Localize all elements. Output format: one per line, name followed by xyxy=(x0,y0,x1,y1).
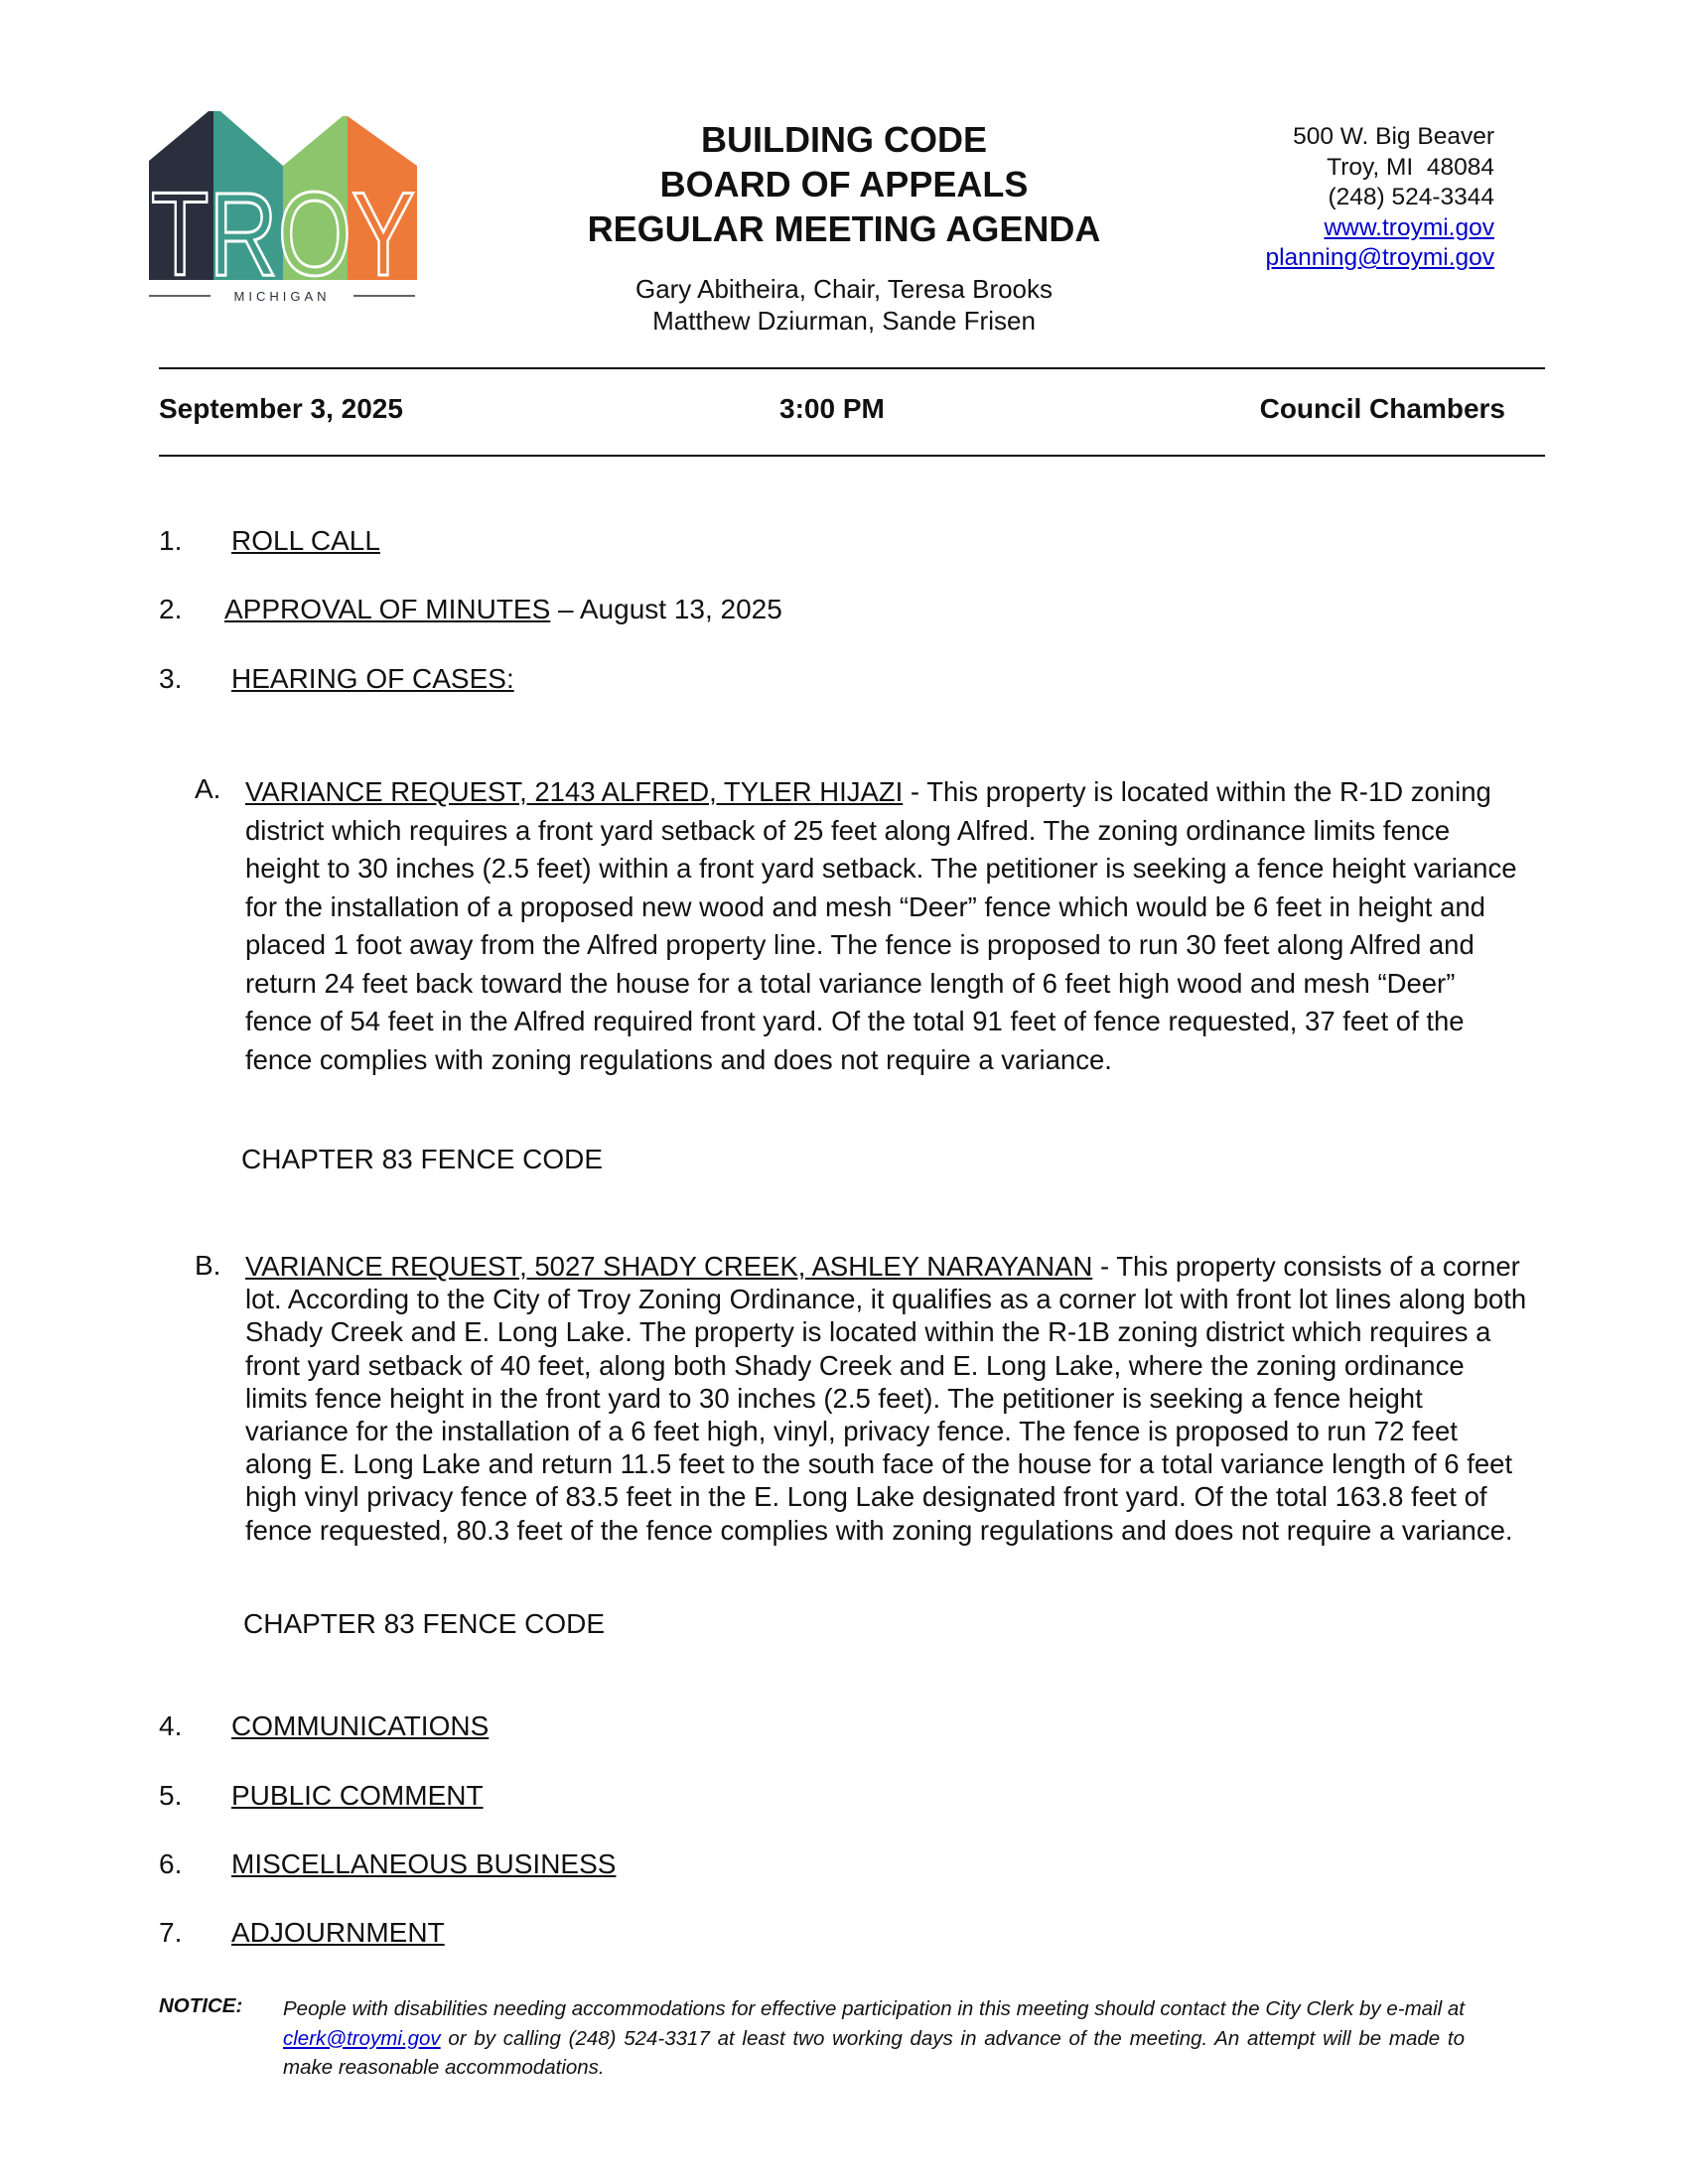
contact-address-block xyxy=(1265,122,1494,274)
case-b-code-reference: CHAPTER 83 FENCE CODE xyxy=(243,1608,606,1639)
agenda-item-communications xyxy=(231,1710,489,1742)
header-rule-bottom xyxy=(159,455,1545,457)
troy-michigan-logo xyxy=(149,111,417,306)
agenda-item-adjournment xyxy=(231,1917,445,1949)
agenda-item-number: 4. xyxy=(159,1710,183,1741)
agenda-item-public-comment xyxy=(231,1780,484,1812)
case-a-description xyxy=(245,773,1526,1079)
document-title-line-2: BOARD OF APPEALS xyxy=(659,164,1029,205)
board-members-line-1: Gary Abitheira, Chair, Teresa Brooks xyxy=(634,274,1054,304)
agenda-item-number: 6. xyxy=(159,1848,183,1879)
agenda-item-heading: MISCELLANEOUS BUSINESS xyxy=(231,1848,617,1879)
agenda-item-miscellaneous-business xyxy=(231,1848,616,1880)
agenda-item-heading: HEARING OF CASES: xyxy=(231,663,514,694)
agenda-item-number: 2. xyxy=(159,594,183,624)
logo-wordmark: TROY xyxy=(151,168,415,301)
agenda-item-number: 1. xyxy=(159,525,183,556)
agenda-item-approval-of-minutes xyxy=(224,594,782,625)
document-title-line-1: BUILDING CODE xyxy=(701,119,987,160)
agenda-item-heading: PUBLIC COMMENT xyxy=(231,1780,484,1811)
agenda-item-heading: COMMUNICATIONS xyxy=(231,1710,490,1741)
agenda-item-number: 3. xyxy=(159,663,183,694)
case-b-body: - This property consists of a corner lot. According to the City of Troy Zoning Ordinance, it qualifies as a corner lot with front lot lines along both Shady Creek and E. Long Lake. The property is located within the R-1B zoning district which requires a front yard setback of 40 feet, along both Shady Creek and E. Long Lake, where the zoning ordinance limits fence height in the front yard to 30 inches (2.5 feet). The petitioner is seeking a fence height variance for the installation of a 6 feet high, vinyl, privacy fence. The fence is proposed to run 72 feet along E. Long Lake and return 11.5 feet to the south face of the house for a total variance length of 6 feet high vinyl privacy fence of 83.5 feet in the E. Long Lake designated front yard. Of the total 163.8 feet of fence requested, 80.3 feet of the fence complies with zoning regulations and does not require a variance. xyxy=(245,1251,1527,1546)
document-title-line-3: REGULAR MEETING AGENDA xyxy=(587,208,1101,249)
header-rule-top xyxy=(159,367,1545,369)
meeting-time: 3:00 PM xyxy=(779,393,885,424)
address-phone: (248) 524-3344 xyxy=(1328,184,1494,210)
agenda-item-number: 5. xyxy=(159,1780,183,1811)
agenda-item-date: – August 13, 2025 xyxy=(550,594,782,624)
case-letter: B. xyxy=(195,1250,221,1281)
title-block xyxy=(536,117,1152,337)
case-a-code-reference: CHAPTER 83 FENCE CODE xyxy=(241,1144,604,1174)
board-members xyxy=(536,273,1152,337)
case-letter: A. xyxy=(195,773,221,804)
clerk-email-link[interactable]: clerk@troymi.gov xyxy=(283,2026,441,2050)
address-city: Troy, MI 48084 xyxy=(1327,153,1494,181)
agenda-item-heading: ROLL CALL xyxy=(231,525,380,556)
case-b-description xyxy=(245,1250,1531,1547)
meeting-location: Council Chambers xyxy=(1259,393,1505,424)
address-street: 500 W. Big Beaver xyxy=(1293,123,1494,150)
planning-email-link[interactable]: planning@troymi.gov xyxy=(1265,244,1494,271)
website-link[interactable]: www.troymi.gov xyxy=(1324,213,1494,241)
case-a-title: VARIANCE REQUEST, 2143 ALFRED, TYLER HIJAZI xyxy=(245,776,904,807)
agenda-item-heading: ADJOURNMENT xyxy=(231,1917,445,1948)
board-members-line-2: Matthew Dziurman, Sande Frisen xyxy=(652,306,1036,336)
meeting-date: September 3, 2025 xyxy=(159,393,403,424)
case-a-body: - This property is located within the R-1D zoning district which requires a front yard setback of 25 feet along Alfred. The zoning ordinance limits fence height to 30 inches (2.5 feet) within a front yard setback. The petitioner is seeking a fence height variance for the installation of a proposed new wood and mesh “Deer” fence which would be 6 feet in height and placed 1 foot away from the Alfred property line. The fence is proposed to run 30 feet along Alfred and return 24 feet back toward the house for a total variance length of 6 feet high wood and mesh “Deer” fence of 54 feet in the Alfred required front yard. Of the total 91 feet of fence requested, 37 feet of the fence complies with zoning regulations and does not require a variance. xyxy=(245,776,1517,1075)
agenda-item-heading: APPROVAL OF MINUTES xyxy=(224,594,551,624)
agenda-item-number: 7. xyxy=(159,1917,183,1948)
notice-text-before: People with disabilities needing accommodations for effective participation in this meeting should contact the City Clerk by e-mail at xyxy=(283,1997,1465,2020)
agenda-item-roll-call xyxy=(231,525,380,557)
logo-subtitle: MICHIGAN xyxy=(233,289,331,304)
notice-text xyxy=(283,1994,1465,2083)
notice-label: NOTICE: xyxy=(159,1994,243,2017)
notice-text-after: or by calling (248) 524-3317 at least two working days in advance of the meeting. An attempt will be made to make reasonable accommodations. xyxy=(283,2026,1465,2079)
agenda-item-hearing-of-cases xyxy=(231,663,514,695)
case-b-title: VARIANCE REQUEST, 5027 SHADY CREEK, ASHLEY NARAYANAN xyxy=(245,1251,1093,1282)
